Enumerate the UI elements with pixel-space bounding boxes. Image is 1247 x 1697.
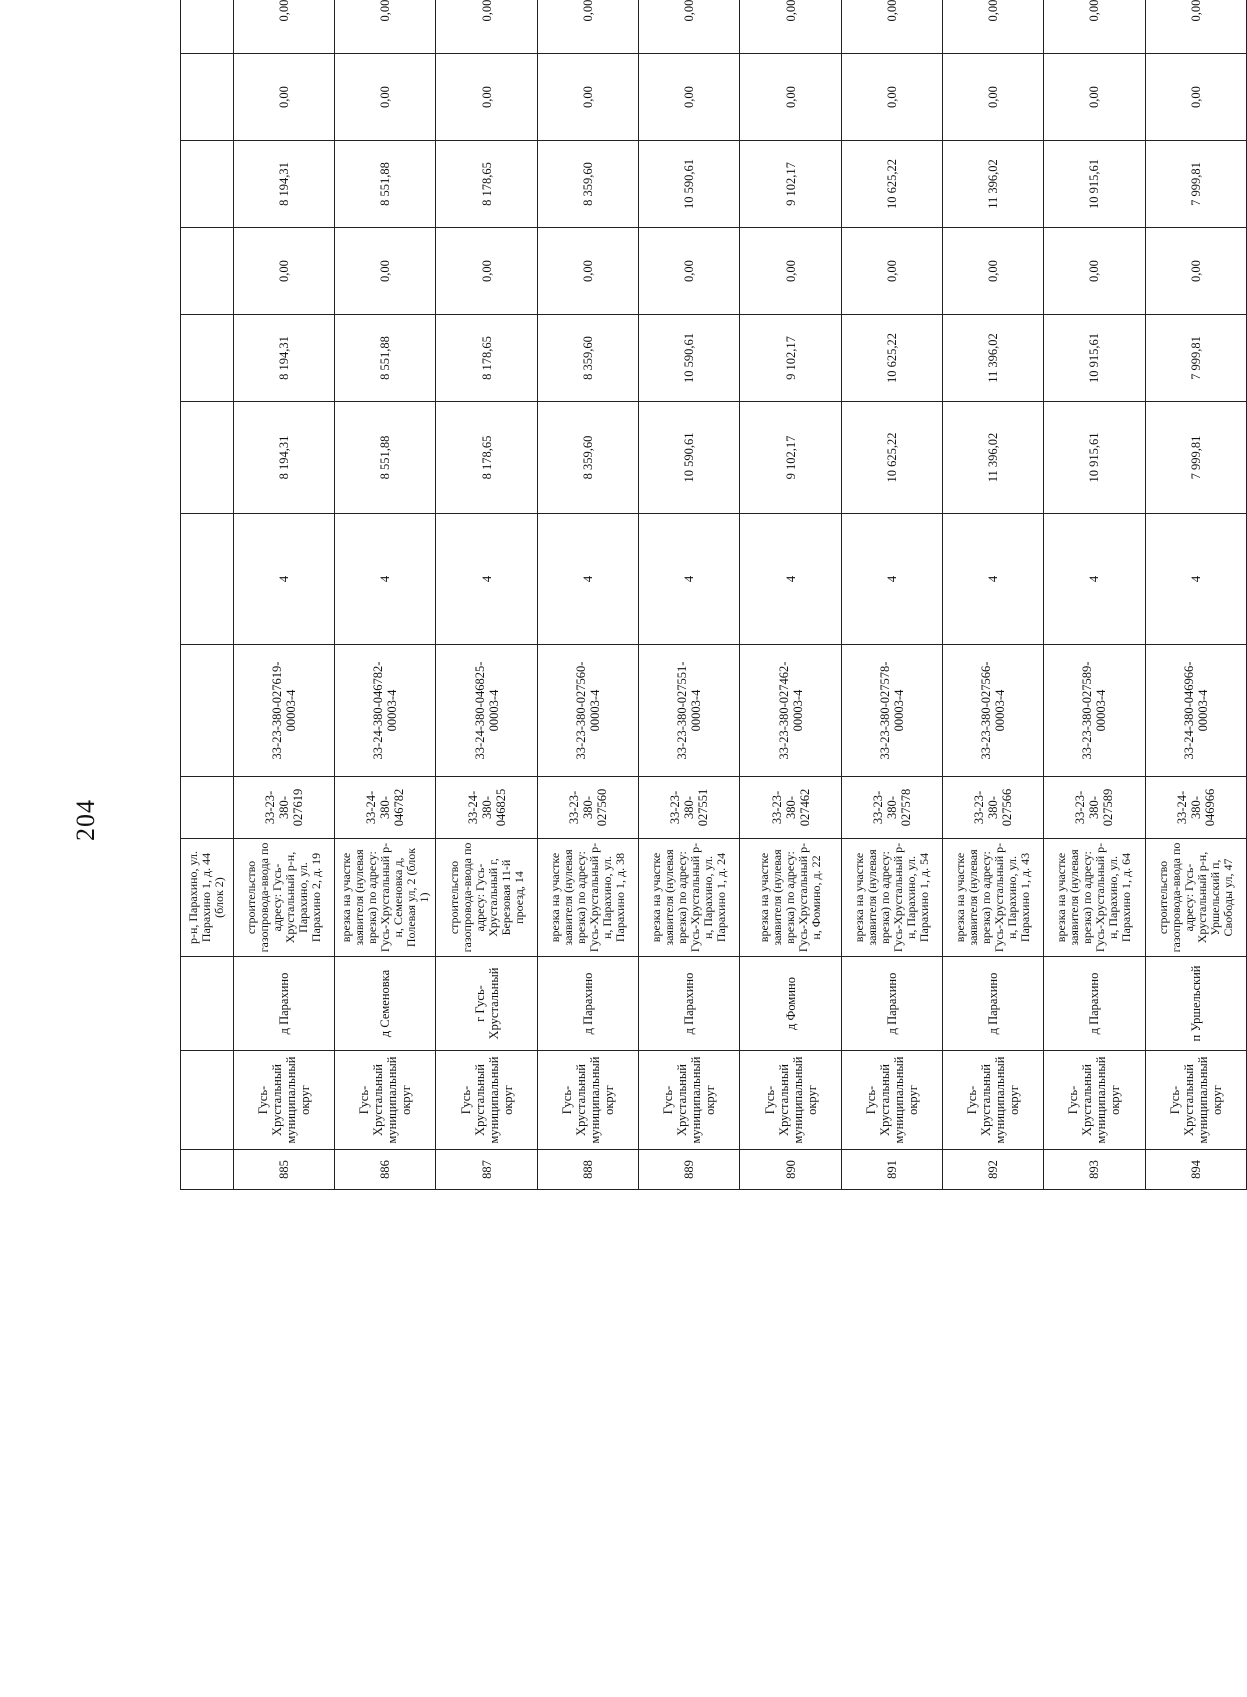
district-cell: Гусь-Хрустальный муниципальный округ <box>740 1051 841 1150</box>
continuation-cell-empty <box>181 1150 234 1190</box>
table-row <box>841 0 942 1190</box>
cadastral-block-cell: 33-23-380-027589 <box>1044 777 1145 839</box>
continuation-cell-empty <box>181 402 234 514</box>
district-cell: Гусь-Хрустальный муниципальный округ <box>1044 1051 1145 1150</box>
amount-cell: 11 396,02 <box>943 141 1044 228</box>
district-cell: Гусь-Хрустальный муниципальный округ <box>1145 1051 1246 1150</box>
cadastral-block-cell: 33-23-380-027551 <box>639 777 740 839</box>
category-cell: 4 <box>537 514 638 645</box>
continuation-cell-empty <box>181 514 234 645</box>
category-cell: 4 <box>335 514 436 645</box>
continuation-cell-empty <box>181 777 234 839</box>
amount-cell: 0,00 <box>943 228 1044 315</box>
amount-cell: 0,00 <box>1145 228 1246 315</box>
amount-cell: 11 396,02 <box>943 315 1044 402</box>
settlement-cell: д Парахино <box>639 957 740 1051</box>
cadastral-block-cell: 33-24-380-046825 <box>436 777 537 839</box>
table-row <box>537 0 638 1190</box>
amount-cell: 0,00 <box>436 228 537 315</box>
amount-cell: 0,00 <box>335 228 436 315</box>
amount-cell: 0,00 <box>436 54 537 141</box>
table-row <box>233 0 334 1190</box>
settlement-cell: д Парахино <box>841 957 942 1051</box>
amount-cell: 0,00 <box>436 0 537 54</box>
amount-cell: 10 590,61 <box>639 315 740 402</box>
continuation-row <box>181 0 234 1190</box>
amount-cell: 0,00 <box>1044 0 1145 54</box>
settlement-cell: д Семеновка <box>335 957 436 1051</box>
district-cell: Гусь-Хрустальный муниципальный округ <box>841 1051 942 1150</box>
amount-cell: 0,00 <box>740 228 841 315</box>
cadastral-number-cell: 33-23-380-027462-00003-4 <box>740 645 841 777</box>
amount-cell: 0,00 <box>1044 54 1145 141</box>
continuation-cell-empty <box>181 0 234 54</box>
cadastral-number-cell: 33-23-380-027551-00003-4 <box>639 645 740 777</box>
settlement-cell: г Гусь-Хрустальный <box>436 957 537 1051</box>
table-row <box>436 0 537 1190</box>
amount-cell: 0,00 <box>841 54 942 141</box>
amount-cell: 7 999,81 <box>1145 141 1246 228</box>
amount-cell: 11 396,02 <box>943 402 1044 514</box>
continuation-cell-empty <box>181 228 234 315</box>
rotated-table-area <box>180 0 1247 1190</box>
amount-cell: 9 102,17 <box>740 402 841 514</box>
amount-cell: 0,00 <box>335 0 436 54</box>
amount-cell: 0,00 <box>740 0 841 54</box>
continuation-cell-empty <box>181 141 234 228</box>
cadastral-block-cell: 33-23-380-027566 <box>943 777 1044 839</box>
amount-cell: 0,00 <box>233 0 334 54</box>
district-cell: Гусь-Хрустальный муниципальный округ <box>943 1051 1044 1150</box>
amount-cell: 7 999,81 <box>1145 402 1246 514</box>
continuation-address: р-н, Парахино, ул. Парахино 1, д. 44 (блок 2) <box>181 839 234 957</box>
amount-cell: 10 590,61 <box>639 141 740 228</box>
amount-cell: 0,00 <box>537 228 638 315</box>
settlement-cell: д Парахино <box>233 957 334 1051</box>
continuation-cell-empty <box>181 645 234 777</box>
amount-cell: 0,00 <box>233 54 334 141</box>
amount-cell: 8 194,31 <box>233 315 334 402</box>
amount-cell: 0,00 <box>233 228 334 315</box>
table-wrapper <box>180 0 1247 1190</box>
amount-cell: 0,00 <box>943 0 1044 54</box>
category-cell: 4 <box>1145 514 1246 645</box>
cadastral-number-cell: 33-23-380-027578-00003-4 <box>841 645 942 777</box>
amount-cell: 0,00 <box>639 0 740 54</box>
cadastral-block-cell: 33-23-380-027560 <box>537 777 638 839</box>
cadastral-number-cell: 33-24-380-046782-00003-4 <box>335 645 436 777</box>
amount-cell: 8 551,88 <box>335 315 436 402</box>
description-cell: врезка на участке заявителя (нулевая врезка) по адресу: Гусь-Хрустальный р-н, Парахино, ул. Парахино 1, д. 54 <box>841 839 942 957</box>
amount-cell: 0,00 <box>537 0 638 54</box>
category-cell: 4 <box>943 514 1044 645</box>
category-cell: 4 <box>1044 514 1145 645</box>
amount-cell: 10 915,61 <box>1044 315 1145 402</box>
table-row <box>335 0 436 1190</box>
amount-cell: 10 625,22 <box>841 402 942 514</box>
amount-cell: 10 590,61 <box>639 402 740 514</box>
amount-cell: 8 551,88 <box>335 402 436 514</box>
table-row <box>639 0 740 1190</box>
amount-cell: 10 915,61 <box>1044 402 1145 514</box>
amount-cell: 8 359,60 <box>537 402 638 514</box>
category-cell: 4 <box>233 514 334 645</box>
description-cell: строительство газопровода-ввода по адресу: Гусь-Хрустальный р-н, Уршельский п, Свободы ул, 47 <box>1145 839 1246 957</box>
description-cell: врезка на участке заявителя (нулевая врезка) по адресу: Гусь-Хрустальный р-н, Парахино, ул. Парахино 1, д. 64 <box>1044 839 1145 957</box>
category-cell: 4 <box>740 514 841 645</box>
description-cell: врезка на участке заявителя (нулевая врезка) по адресу: Гусь-Хрустальный р-н, Парахино, ул. Парахино 1, д. 38 <box>537 839 638 957</box>
cadastral-block-cell: 33-23-380-027578 <box>841 777 942 839</box>
table-row <box>1145 0 1246 1190</box>
amount-cell: 0,00 <box>841 228 942 315</box>
district-cell: Гусь-Хрустальный муниципальный округ <box>233 1051 334 1150</box>
table-row <box>943 0 1044 1190</box>
row-number: 890 <box>740 1150 841 1190</box>
settlement-cell: д Фомино <box>740 957 841 1051</box>
settlement-cell: д Парахино <box>943 957 1044 1051</box>
amount-cell: 9 102,17 <box>740 315 841 402</box>
category-cell: 4 <box>436 514 537 645</box>
amount-cell: 8 359,60 <box>537 141 638 228</box>
category-cell: 4 <box>639 514 740 645</box>
amount-cell: 0,00 <box>841 0 942 54</box>
category-cell: 4 <box>841 514 942 645</box>
amount-cell: 0,00 <box>740 54 841 141</box>
cadastral-number-cell: 33-24-380-046825-00003-4 <box>436 645 537 777</box>
amount-cell: 0,00 <box>537 54 638 141</box>
amount-cell: 9 102,17 <box>740 141 841 228</box>
continuation-cell-empty <box>181 1051 234 1150</box>
cadastral-number-cell: 33-23-380-027589-00003-4 <box>1044 645 1145 777</box>
amount-cell: 8 194,31 <box>233 141 334 228</box>
row-number: 885 <box>233 1150 334 1190</box>
description-cell: врезка на участке заявителя (нулевая врезка) по адресу: Гусь-Хрустальный р-н, Парахино, ул. Парахино 1, д. 24 <box>639 839 740 957</box>
registry-table <box>180 0 1247 1190</box>
row-number: 889 <box>639 1150 740 1190</box>
cadastral-block-cell: 33-23-380-027462 <box>740 777 841 839</box>
page-number: 204 <box>71 799 100 841</box>
amount-cell: 8 178,65 <box>436 402 537 514</box>
district-cell: Гусь-Хрустальный муниципальный округ <box>639 1051 740 1150</box>
cadastral-number-cell: 33-23-380-027566-00003-4 <box>943 645 1044 777</box>
district-cell: Гусь-Хрустальный муниципальный округ <box>537 1051 638 1150</box>
row-number: 886 <box>335 1150 436 1190</box>
continuation-cell-empty <box>181 957 234 1051</box>
row-number: 892 <box>943 1150 1044 1190</box>
cadastral-block-cell: 33-23-380-027619 <box>233 777 334 839</box>
description-cell: врезка на участке заявителя (нулевая врезка) по адресу: Гусь-Хрустальный р-н, Парахино, ул. Парахино 1, д. 43 <box>943 839 1044 957</box>
row-number: 888 <box>537 1150 638 1190</box>
cadastral-number-cell: 33-23-380-027619-00003-4 <box>233 645 334 777</box>
continuation-cell-empty <box>181 315 234 402</box>
amount-cell: 0,00 <box>1145 54 1246 141</box>
amount-cell: 8 178,65 <box>436 315 537 402</box>
amount-cell: 0,00 <box>639 228 740 315</box>
row-number: 894 <box>1145 1150 1246 1190</box>
row-number: 887 <box>436 1150 537 1190</box>
amount-cell: 0,00 <box>1044 228 1145 315</box>
amount-cell: 8 551,88 <box>335 141 436 228</box>
settlement-cell: д Парахино <box>1044 957 1145 1051</box>
table-body <box>181 0 1247 1190</box>
settlement-cell: д Парахино <box>537 957 638 1051</box>
amount-cell: 10 625,22 <box>841 141 942 228</box>
cadastral-number-cell: 33-24-380-046966-00003-4 <box>1145 645 1246 777</box>
amount-cell: 10 625,22 <box>841 315 942 402</box>
district-cell: Гусь-Хрустальный муниципальный округ <box>335 1051 436 1150</box>
cadastral-block-cell: 33-24-380-046966 <box>1145 777 1246 839</box>
amount-cell: 0,00 <box>639 54 740 141</box>
row-number: 891 <box>841 1150 942 1190</box>
table-row <box>1044 0 1145 1190</box>
description-cell: врезка на участке заявителя (нулевая врезка) по адресу: Гусь-Хрустальный р-н, Семеновка д, Полевая ул, 2 (блок 1) <box>335 839 436 957</box>
amount-cell: 8 194,31 <box>233 402 334 514</box>
cadastral-block-cell: 33-24-380-046782 <box>335 777 436 839</box>
amount-cell: 8 359,60 <box>537 315 638 402</box>
district-cell: Гусь-Хрустальный муниципальный округ <box>436 1051 537 1150</box>
table-row <box>740 0 841 1190</box>
description-cell: врезка на участке заявителя (нулевая врезка) по адресу: Гусь-Хрустальный р-н, Фомино, д. 22 <box>740 839 841 957</box>
description-cell: строительство газопровода-ввода по адресу: Гусь-Хрустальный р-н, Парахино, ул. Парахино 2, д. 19 <box>233 839 334 957</box>
amount-cell: 7 999,81 <box>1145 315 1246 402</box>
amount-cell: 10 915,61 <box>1044 141 1145 228</box>
row-number: 893 <box>1044 1150 1145 1190</box>
amount-cell: 0,00 <box>943 54 1044 141</box>
cadastral-number-cell: 33-23-380-027560-00003-4 <box>537 645 638 777</box>
amount-cell: 0,00 <box>1145 0 1246 54</box>
continuation-cell-empty <box>181 54 234 141</box>
settlement-cell: п Уршельский <box>1145 957 1246 1051</box>
description-cell: строительство газопровода-ввода по адресу: Гусь-Хрустальный г, Березовая 11-й проезд, 14 <box>436 839 537 957</box>
amount-cell: 8 178,65 <box>436 141 537 228</box>
amount-cell: 0,00 <box>335 54 436 141</box>
